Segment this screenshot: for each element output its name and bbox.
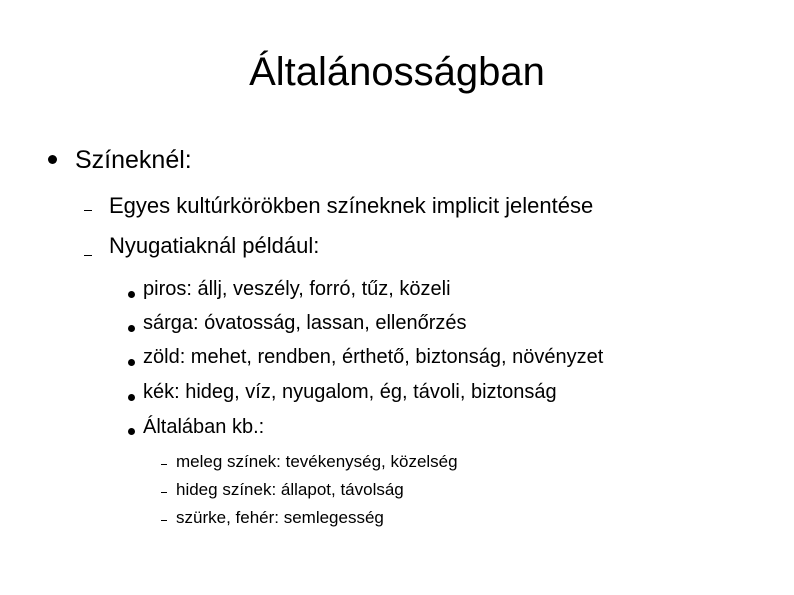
filled-circle-bullet-icon bbox=[128, 428, 135, 435]
bullet-text-level4: szürke, fehér: semlegesség bbox=[176, 508, 384, 527]
bullet-text-level3: sárga: óvatosság, lassan, ellenőrzés bbox=[143, 312, 467, 334]
bullet-text-level3: kék: hideg, víz, nyugalom, ég, távoli, biztonság bbox=[143, 381, 557, 403]
bullet-text-level3: Általában kb.: bbox=[143, 416, 265, 438]
bullet-text-level4: meleg színek: tevékenység, közelség bbox=[176, 452, 458, 471]
filled-circle-bullet-icon bbox=[48, 155, 57, 164]
filled-circle-bullet-icon bbox=[128, 394, 135, 401]
slide-title: Általánosságban bbox=[249, 50, 545, 94]
bullet-text-level2: Egyes kultúrkörökben színeknek implicit jelentése bbox=[109, 193, 594, 218]
dash-bullet-icon bbox=[84, 255, 92, 256]
bullet-text-level3: zöld: mehet, rendben, érthető, biztonság, növényzet bbox=[143, 346, 604, 368]
bullet-text-level3: piros: állj, veszély, forró, tűz, közeli bbox=[143, 278, 451, 300]
dash-bullet-icon bbox=[84, 210, 92, 211]
filled-circle-bullet-icon bbox=[128, 291, 135, 298]
dash-bullet-icon bbox=[161, 464, 167, 465]
bullet-text-level2: Nyugatiaknál például: bbox=[109, 233, 320, 258]
bullet-text-level4: hideg színek: állapot, távolság bbox=[176, 480, 404, 499]
dash-bullet-icon bbox=[161, 520, 167, 521]
dash-bullet-icon bbox=[161, 492, 167, 493]
filled-circle-bullet-icon bbox=[128, 359, 135, 366]
bullet-text-level1: Színeknél: bbox=[75, 146, 192, 174]
filled-circle-bullet-icon bbox=[128, 325, 135, 332]
